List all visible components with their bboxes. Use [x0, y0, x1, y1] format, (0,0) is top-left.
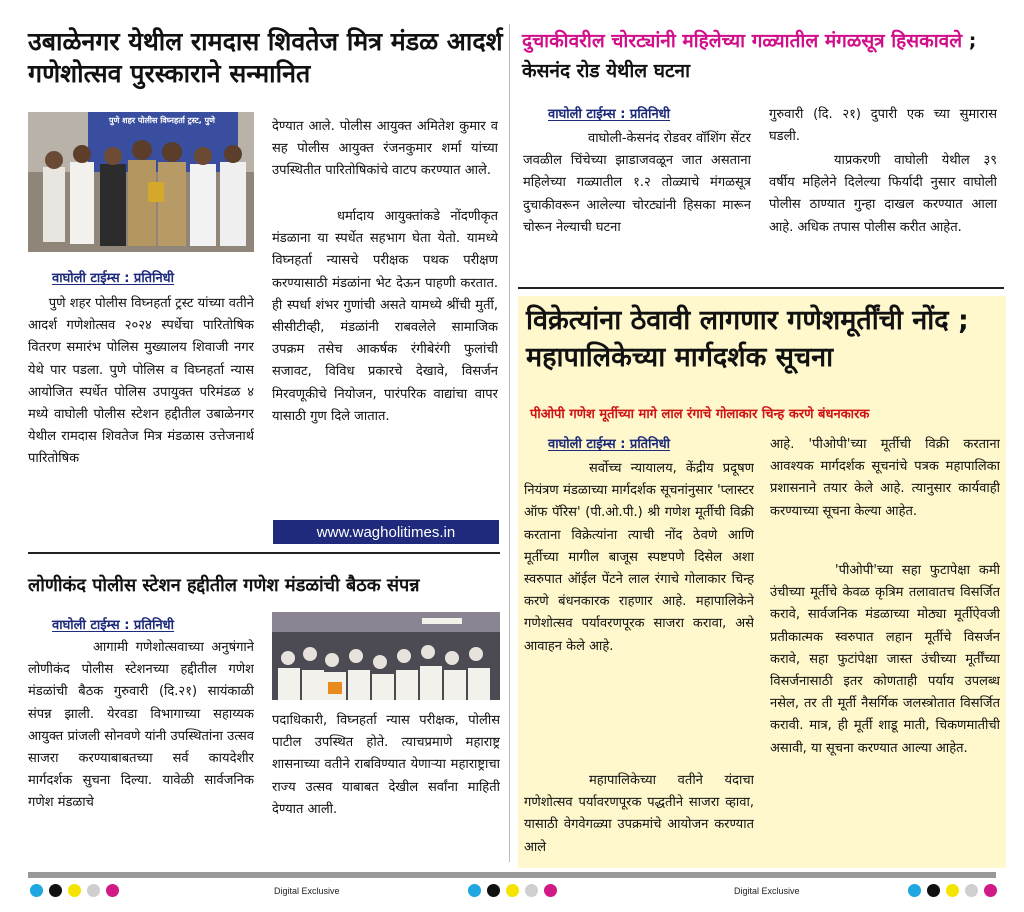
section-divider-left — [28, 552, 500, 554]
article4-byline: वाघोली टाईम्स : प्रतिनिधी — [548, 437, 671, 452]
article2-photo-meeting — [272, 612, 500, 700]
article2-col2-text: पदाधिकारी, विघ्नहर्ता न्यास परीक्षक, पोलीस पाटील उपस्थित होते. त्याचप्रमाणे महाराष्ट्र शासनाच्या वतीने राबविण्यात येणाऱ्या महाराष्ट्राचा राज्य उत्सव याबाबत देखील सर्वांना माहिती देण्यात आली. — [272, 713, 500, 817]
article1-col2-text-b: धर्मादाय आयुक्तांकडे नोंदणीकृत मंडळाना या स्पर्धेत सहभाग घेता येतो. यामध्ये विघ्नहर्ता न्यासचे परीक्षक पथक परीक्षण करण्यासाठी मंडळांना भेट देऊन पाहणी करतात. ही स्पर्धा शंभर गुणांची असते यामध्ये श्रींची मुर्ती, सीसीटीव्ही, मंडळांनी राबवलेले सामाजिक उपक्रम तसेच आकर्षक रंगीबेरंगी फुलांची सजावट, विविध प्रकारचे देखावे, विसर्जन मिरवणूकीचे नियोजन, पारंपरिक वाद्यांचा वापर यासाठी गुण दिले जातात. — [272, 209, 498, 424]
meeting-crowd-image — [272, 612, 500, 700]
article4-col2-text-b: 'पीओपी'च्या सहा फुटापेक्षा कमी उंचीच्या मूर्तीचे केवळ कृत्रिम तलावातच विसर्जित करावे, सार्वजनिक मंडळाच्या मोठ्या मूर्तीऐवजी प्रतीकात्मक स्वरुपात लहान मूर्तीचे विसर्जन करावे, सहा फुटांपेक्षा जास्त उंचीच्या मूर्तींच्या विसर्जनासाठी इतर कोणताही पर्याय उपलब्ध नसेल, तर ती मूर्ती नैसर्गिक जलस्त्रोतात विसर्जित करावी. मात्र, ही मूर्ती शाडू माती, चिकणमातीची असावी, या सूचना करण्यात आल्या आहेत. — [770, 563, 1000, 756]
award-ceremony-image — [28, 112, 254, 252]
magenta-dot — [544, 884, 557, 897]
article4-col1-text-b: महापालिकेच्या वतीने यंदाचा गणेशोत्सव पर्यावरणपूरक पद्धतीने साजरा व्हावा, यासाठी वेगवेगळ्या उपक्रमांचे आयोजन करण्यात आले — [524, 773, 754, 855]
article2-headline: लोणीकंद पोलीस स्टेशन हद्दीतील गणेश मंडळांची बैठक संपन्न — [28, 575, 420, 596]
article4-subheadline: पीओपी गणेश मूर्तीच्या मागे लाल रंगाचे गोलाकार चिन्ह करणे बंधनकारक — [530, 407, 870, 422]
article3-col1-text: वाघोली-केसनंद रोडवर वॉशिंग सेंटर जवळील चिंचेच्या झाडाजवळून जात असताना महिलेच्या गळ्यातील १.२ तोळ्याचे मंगळसूत्र दुचाकीवरून आलेल्या चोरट्यांनी हिसका मारून चोरून नेल्याची घटना — [523, 131, 751, 235]
website-url[interactable]: www.wagholitimes.in — [316, 523, 456, 541]
yellow-dot — [946, 884, 959, 897]
article3-col2-text-b: याप्रकरणी वाघोली येथील ३९ वर्षीय महिलेने दिलेल्या फिर्यादी नुसार वाघोली पोलीस ठाण्यात गुन्हा दाखल करण्यात आला आहे. अधिक तपास पोलीस करीत आहेत. — [769, 153, 997, 235]
black-dot — [49, 884, 62, 897]
article3-headline — [522, 26, 1006, 87]
article3-headline-main: दुचाकीवरील चोरट्यांनी महिलेच्या गळ्यातील मंगळसूत्र हिसकावले — [522, 30, 963, 52]
photo-banner-text: पुणे शहर पोलीस विघ्नहर्ता ट्रस्ट, पुणे — [109, 116, 215, 125]
magenta-dot — [106, 884, 119, 897]
article1-headline: उबाळेनगर येथील रामदास शिवतेज मित्र मंडळ आदर्श गणेशोत्सव पुरस्काराने सन्मानित — [28, 27, 503, 88]
footer-rule — [28, 872, 996, 878]
gray-dot — [525, 884, 538, 897]
article4-headline: विक्रेत्यांना ठेवावी लागणार गणेशमूर्तींची नोंद ; महापालिकेच्या मार्गदर्शक सूचना — [526, 305, 969, 374]
article4-col2-text-a: आहे. 'पीओपी'च्या मूर्तीची विक्री करताना आवश्यक मार्गदर्शक सूचनांचे पत्रक महापालिका प्रशासनाने तयार केले आहे. त्यानुसार कार्यवाही करण्याच्या सूचना केल्या आहेत. — [770, 437, 1000, 519]
website-link[interactable] — [273, 520, 499, 544]
black-dot — [927, 884, 940, 897]
footer-label-right: Digital Exclusive — [734, 886, 800, 896]
gray-dot — [87, 884, 100, 897]
article3-byline: वाघोली टाईम्स : प्रतिनिधी — [548, 107, 671, 122]
section-divider-right — [518, 287, 1004, 289]
article2-byline: वाघोली टाईम्स : प्रतिनिधी — [52, 618, 175, 633]
article2-col1-text: आगामी गणेशोत्सवाच्या अनुषंगाने लोणीकंद पोलीस स्टेशनच्या हद्दीतील गणेश मंडळांची बैठक गुरुवारी (दि.२१) सायंकाळी संपन्न झाली. येरवडा विभागाच्या सहाय्यक आयुक्त प्रांजली सोनवणे यांनी उपस्थितांना उत्सव साजरा करण्याबाबतच्या सर्व कायदेशीर मार्गदर्शक सुचना दिल्या. यावेळी सार्वजनिक गणेश मंडळाचे — [28, 640, 254, 811]
article1-byline: वाघोली टाईम्स : प्रतिनिधी — [52, 271, 175, 286]
gray-dot — [965, 884, 978, 897]
article1-col1-text: पुणे शहर पोलीस विघ्नहर्ता ट्रस्ट यांच्या वतीने आदर्श गणेशोत्सव २०२४ स्पर्धेचा पारितोषिक वितरण समारंभ पोलिस मुख्यालय शिवाजी नगर येथे पार पडला. पुणे पोलिस व विघ्नहर्ता न्यास आयोजित स्पर्धेत पोलिस उपायुक्त परिमंडळ ४ मध्ये वाघोली पोलीस स्टेशन हद्दीतील उबाळेनगर येथील रामदास शिवतेज मित्र मंडळास उत्तेजनार्थ पारितोषिक — [28, 296, 254, 467]
black-dot — [487, 884, 500, 897]
article1-photo-award-ceremony — [28, 112, 254, 252]
footer-label-left: Digital Exclusive — [274, 886, 340, 896]
center-column-divider — [509, 24, 510, 862]
article3-col2-text-a: गुरुवारी (दि. २१) दुपारी एक च्या सुमारास घडली. — [769, 107, 997, 145]
cyan-dot — [908, 884, 921, 897]
magenta-dot — [984, 884, 997, 897]
article4-col1-text-a: सर्वोच्च न्यायालय, केंद्रीय प्रदूषण नियंत्रण मंडळाच्या मार्गदर्शक सूचनांनुसार 'प्लास्टर ऑफ पॅरिस' (पी.ओ.पी.) श्री गणेश मूर्तीची विक्री करताना विक्रेत्यांना त्याची नोंद ठेवणे आणि मूर्तीच्या मागील बाजूस स्पष्टपणे दिसेल अशा स्वरुपात ऑईल पेंटने लाल रंगाचे गोलाकार चिन्ह करणे बंधनकारक राहणार आहे. महापालिकेने गणेशोत्सव पर्यावरणपूरक साजरा करावा, असे आवाहन केले आहे. — [524, 461, 754, 654]
article1-col2-text-a: देण्यात आले. पोलीस आयुक्त अमितेश कुमार व सह पोलीस आयुक्त रंजनकुमार शर्मा यांच्या उपस्थितीत पारितोषिकांचे वाटप करण्यात आले. — [272, 119, 498, 179]
cyan-dot — [468, 884, 481, 897]
yellow-dot — [506, 884, 519, 897]
article3-headline-tail: ; केसनंद रोड येथील घटना — [522, 30, 977, 83]
yellow-dot — [68, 884, 81, 897]
cyan-dot — [30, 884, 43, 897]
